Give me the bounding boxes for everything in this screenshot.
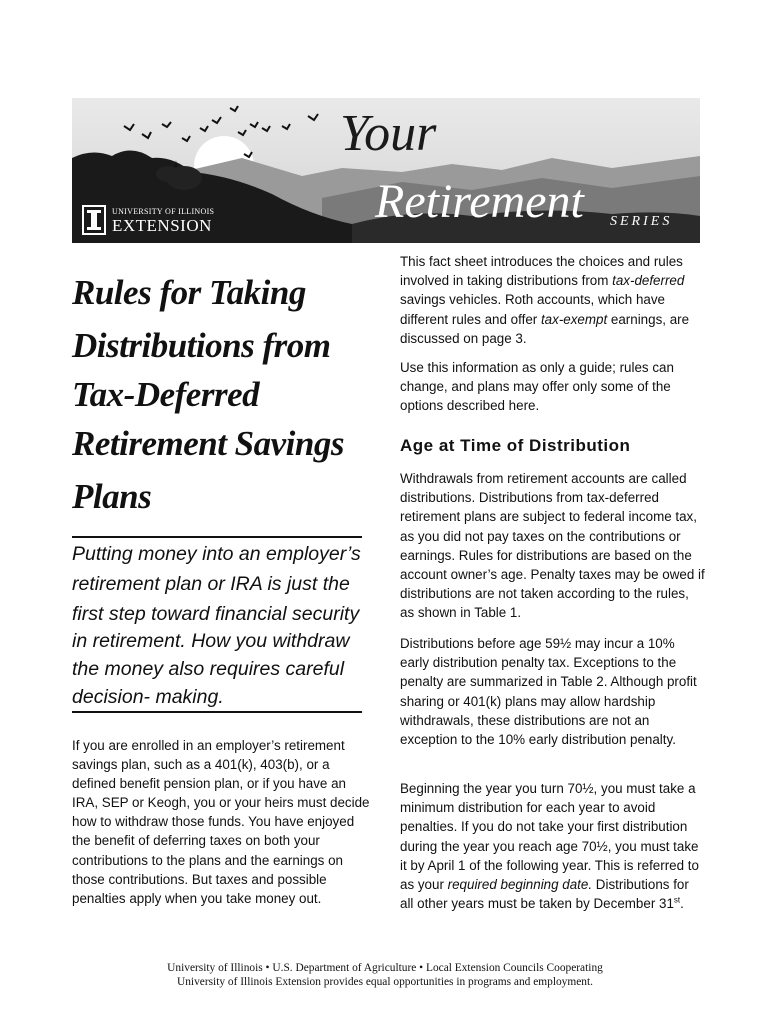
logo-extension-text: EXTENSION xyxy=(112,216,212,235)
document-title-line-5: Plans xyxy=(72,477,152,516)
series-banner xyxy=(72,98,700,243)
lead-line-5: the money also requires careful xyxy=(72,658,345,680)
lead-line-6: decision- making. xyxy=(72,686,224,708)
distribution-paragraph-3: Beginning the year you turn 70½, you must take a minimum distribution for each year to avoid penalties. If you do not take your first distribution during the year you reach age 70½, you must take it by April 1 of the following year. This is referred to as your required beginning date. Distributions for all other years must be taken by December 31st. xyxy=(400,781,699,912)
intro-right-paragraph xyxy=(400,252,705,348)
document-title-line-2: Distributions from xyxy=(72,326,331,365)
fact-sheet-intro: This fact sheet introduces the choices and rules involved in taking distributions from tax-deferred savings vehicles. Roth accounts, which have different rules and offer tax-exempt earnings, are discussed on page 3. xyxy=(400,254,690,346)
footer-line-1: University of Illinois • U.S. Department of Agriculture • Local Extension Councils Cooperating xyxy=(167,962,603,974)
lead-top-divider xyxy=(72,536,362,538)
distribution-paragraph-2: Distributions before age 59½ may incur a 10% early distribution penalty tax. Exceptions to the penalty are summarized in Table 2. Although profit sharing or 401(k) plans may allow hardship withdrawals, these distributions are not an exception to the 10% early distribution penalty. xyxy=(400,636,697,748)
document-title-line-4: Retirement Savings xyxy=(72,424,344,463)
series-title-your: Your xyxy=(340,105,437,162)
extension-logo xyxy=(82,205,215,239)
document-title-line-3: Tax-Deferred xyxy=(72,375,260,414)
logo-university-text: UNIVERSITY OF ILLINOIS xyxy=(112,207,215,216)
lead-line-4: in retirement. How you withdraw xyxy=(72,630,350,652)
lead-bottom-divider xyxy=(72,711,362,713)
lead-line-2: retirement plan or IRA is just the xyxy=(72,573,350,595)
distribution-paragraph-1: Withdrawals from retirement accounts are called distributions. Distributions from tax-deferred retirement plans are subject to federal income tax, as you did not pay taxes on the contributions or earnings. Rules for distributions are based on the account owner’s age. Penalty taxes may be owed if distributions are not taken according to the rules, as shown in Table 1. xyxy=(400,471,705,621)
lead-line-1: Putting money into an employer’s xyxy=(72,543,361,565)
illinois-block-i-icon xyxy=(82,205,106,235)
section-heading-age: Age at Time of Distribution xyxy=(400,436,631,455)
series-label: SERIES xyxy=(610,214,673,229)
document-title-line-1: Rules for Taking xyxy=(72,273,306,312)
intro-paragraph: If you are enrolled in an employer’s retirement savings plan, such as a 401(k), 403(b), or a defined benefit pension plan, or if you have an IRA, SEP or Keogh, you or your heirs must decide how to withdraw those funds. You have enjoyed the benefit of deferring taxes on both your contributions to the plans and the earnings on those contributions. But taxes and possible penalties apply when you take money out. xyxy=(72,738,370,906)
lead-line-3: first step toward financial security xyxy=(72,603,360,625)
footer-line-2: University of Illinois Extension provides equal opportunities in programs and employment. xyxy=(176,976,593,988)
series-title-retirement: Retirement xyxy=(375,175,584,228)
guide-paragraph: Use this information as only a guide; rules can change, and plans may offer only some of the options described here. xyxy=(400,360,674,414)
